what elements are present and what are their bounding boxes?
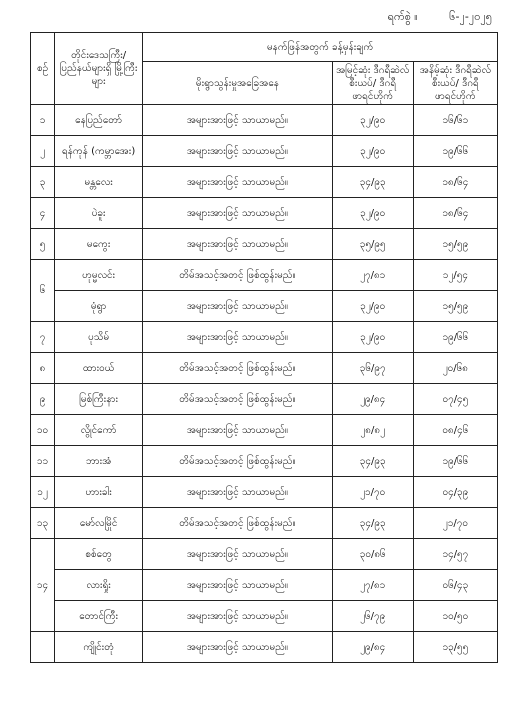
date-value: ၆-၂-၂၀၂၅ [449,10,492,23]
table-row [31,477,498,508]
table-row [31,446,498,477]
table-row [31,601,498,632]
row-number: ၄ [31,198,55,229]
city-name: ထားဝယ် [55,353,143,384]
city-name: ကျိုင်းတုံ [55,632,143,663]
date-label: ရက်စွဲ ။ [387,10,418,23]
table-row [31,291,498,322]
rain-condition: အများအားဖြင့် သာယာမည်။ [143,570,332,601]
city-name: လွိုင်ကော် [55,415,143,446]
max-temp: ၃၆/၉၇ [332,353,413,384]
min-temp: ၁၉/၆၆ [413,136,497,167]
table-row [31,322,498,353]
rain-condition: အများအားဖြင့် သာယာမည်။ [143,229,332,260]
max-temp: ၃၄/၉၃ [332,508,413,539]
min-temp: ၁၅/၅၉ [413,229,497,260]
rain-condition: တိမ်အသင့်အတင့် ဖြစ်ထွန်းမည်။ [143,384,332,415]
max-temp: ၃၅/၉၅ [332,229,413,260]
row-number: ၁၀ [31,415,55,446]
city-name: ဘားအံ [55,446,143,477]
col-city-header: တိုင်းဒေသကြီး/ ပြည်နယ်များရှိ မြို့ကြီးများ [55,33,143,105]
rain-condition: တိမ်အသင့်အတင့် ဖြစ်ထွန်းမည်။ [143,260,332,291]
city-name: နေပြည်တော် [55,105,143,136]
col-no-header: စဉ် [31,33,55,105]
min-temp: ၀၄/၃၉ [413,477,497,508]
table-row [31,167,498,198]
row-number: ၃ [31,167,55,198]
table-row [31,632,498,663]
city-name: မော်လမြိုင် [55,508,143,539]
max-temp: ၂၆/၇၉ [332,601,413,632]
min-temp: ၁၅/၅၉ [413,291,497,322]
min-temp: ၁၂/၅၄ [413,260,497,291]
table-row [31,384,498,415]
table-row [31,198,498,229]
city-name: စစ်တွေ [55,539,143,570]
rain-condition: တိမ်အသင့်အတင့် ဖြစ်ထွန်းမည်။ [143,353,332,384]
max-temp: ၂၇/၈၁ [332,570,413,601]
rain-condition: အများအားဖြင့် သာယာမည်။ [143,601,332,632]
city-name: ဟုမ္မလင်း [55,260,143,291]
min-temp: ၀၈/၄၆ [413,415,497,446]
min-temp: ၁၆/၆၁ [413,105,497,136]
row-number: ၁၁ [31,446,55,477]
max-temp: ၂၉/၈၄ [332,632,413,663]
city-name: မြစ်ကြီးနား [55,384,143,415]
max-temp: ၃၂/၉၀ [332,136,413,167]
rain-condition: အများအားဖြင့် သာယာမည်။ [143,167,332,198]
min-temp: ၁၉/၆၆ [413,446,497,477]
city-name: ဟားခါး [55,477,143,508]
max-temp: ၃၂/၉၀ [332,322,413,353]
rain-condition: အများအားဖြင့် သာယာမည်။ [143,477,332,508]
table-row [31,136,498,167]
max-temp: ၃၄/၉၃ [332,167,413,198]
city-name: ပုသိမ် [55,322,143,353]
table-row [31,105,498,136]
col-min-header: အနိမ့်ဆုံး ဒီဂရီဆဲလ်စီးယပ်/ ဒီဂရီဖာရင်ဟိုက် [413,62,497,105]
min-temp: ၁၀/၅၀ [413,601,497,632]
city-name: ပဲခူး [55,198,143,229]
min-temp: ၁၃/၅၅ [413,632,497,663]
city-name: မန္တလေး [55,167,143,198]
max-temp: ၂၇/၈၁ [332,260,413,291]
row-number: ၁ [31,105,55,136]
city-name: မကွေး [55,229,143,260]
max-temp: ၂၁/၇၀ [332,477,413,508]
rain-condition: အများအားဖြင့် သာယာမည်။ [143,105,332,136]
table-row [31,539,498,570]
max-temp: ၃၂/၉၀ [332,291,413,322]
row-number: ၉ [31,384,55,415]
row-number: ၁၃ [31,508,55,539]
max-temp: ၃၀/၈၆ [332,539,413,570]
row-number [31,632,55,663]
col-condition-header: မိုးရွာသွန်းမှုအခြေအနေ [143,62,332,105]
table-row [31,260,498,291]
rain-condition: တိမ်အသင့်အတင့် ဖြစ်ထွန်းမည်။ [143,446,332,477]
min-temp: ၁၉/၆၆ [413,322,497,353]
rain-condition: တိမ်အသင့်အတင့် ဖြစ်ထွန်းမည်။ [143,508,332,539]
table-row [31,229,498,260]
row-number: ၁၂ [31,477,55,508]
row-number: ၇ [31,322,55,353]
rain-condition: အများအားဖြင့် သာယာမည်။ [143,539,332,570]
max-temp: ၃၂/၉၀ [332,198,413,229]
table-row [31,508,498,539]
min-temp: ၁၄/၅၇ [413,539,497,570]
rain-condition: အများအားဖြင့် သာယာမည်။ [143,322,332,353]
city-name: တောင်ကြီး [55,601,143,632]
city-name: လားရှိုး [55,570,143,601]
city-name: ရန်ကုန် (ကမ္ဘာအေး) [55,136,143,167]
rain-condition: အများအားဖြင့် သာယာမည်။ [143,198,332,229]
max-temp: ၂၈/၈၂ [332,415,413,446]
rain-condition: အများအားဖြင့် သာယာမည်။ [143,136,332,167]
row-number: ၁၄ [31,539,55,632]
min-temp: ၁၈/၆၄ [413,167,497,198]
city-name: မုံရွာ [55,291,143,322]
min-temp: ၂၁/၇၀ [413,508,497,539]
table-row [31,415,498,446]
rain-condition: အများအားဖြင့် သာယာမည်။ [143,291,332,322]
rain-condition: အများအားဖြင့် သာယာမည်။ [143,632,332,663]
min-temp: ၀၆/၄၃ [413,570,497,601]
table-row [31,570,498,601]
max-temp: ၃၂/၉၀ [332,105,413,136]
forecast-group-header: မနက်ဖြန်အတွက် ခန့်မှန်းချက် [143,33,498,62]
max-temp: ၂၉/၈၄ [332,384,413,415]
max-temp: ၃၄/၉၃ [332,446,413,477]
min-temp: ၂၀/၆၈ [413,353,497,384]
row-number: ၅ [31,229,55,260]
min-temp: ၀၇/၄၅ [413,384,497,415]
rain-condition: အများအားဖြင့် သာယာမည်။ [143,415,332,446]
col-max-header: အမြင့်ဆုံး ဒီဂရီဆဲလ်စီးယပ်/ ဒီဂရီဖာရင်ဟိုက် [332,62,413,105]
table-body [31,105,498,663]
row-number: ၆ [31,260,55,322]
min-temp: ၁၈/၆၄ [413,198,497,229]
date-line [388,10,492,26]
row-number: ၂ [31,136,55,167]
row-number: ၈ [31,353,55,384]
forecast-table [30,32,498,663]
table-row [31,353,498,384]
